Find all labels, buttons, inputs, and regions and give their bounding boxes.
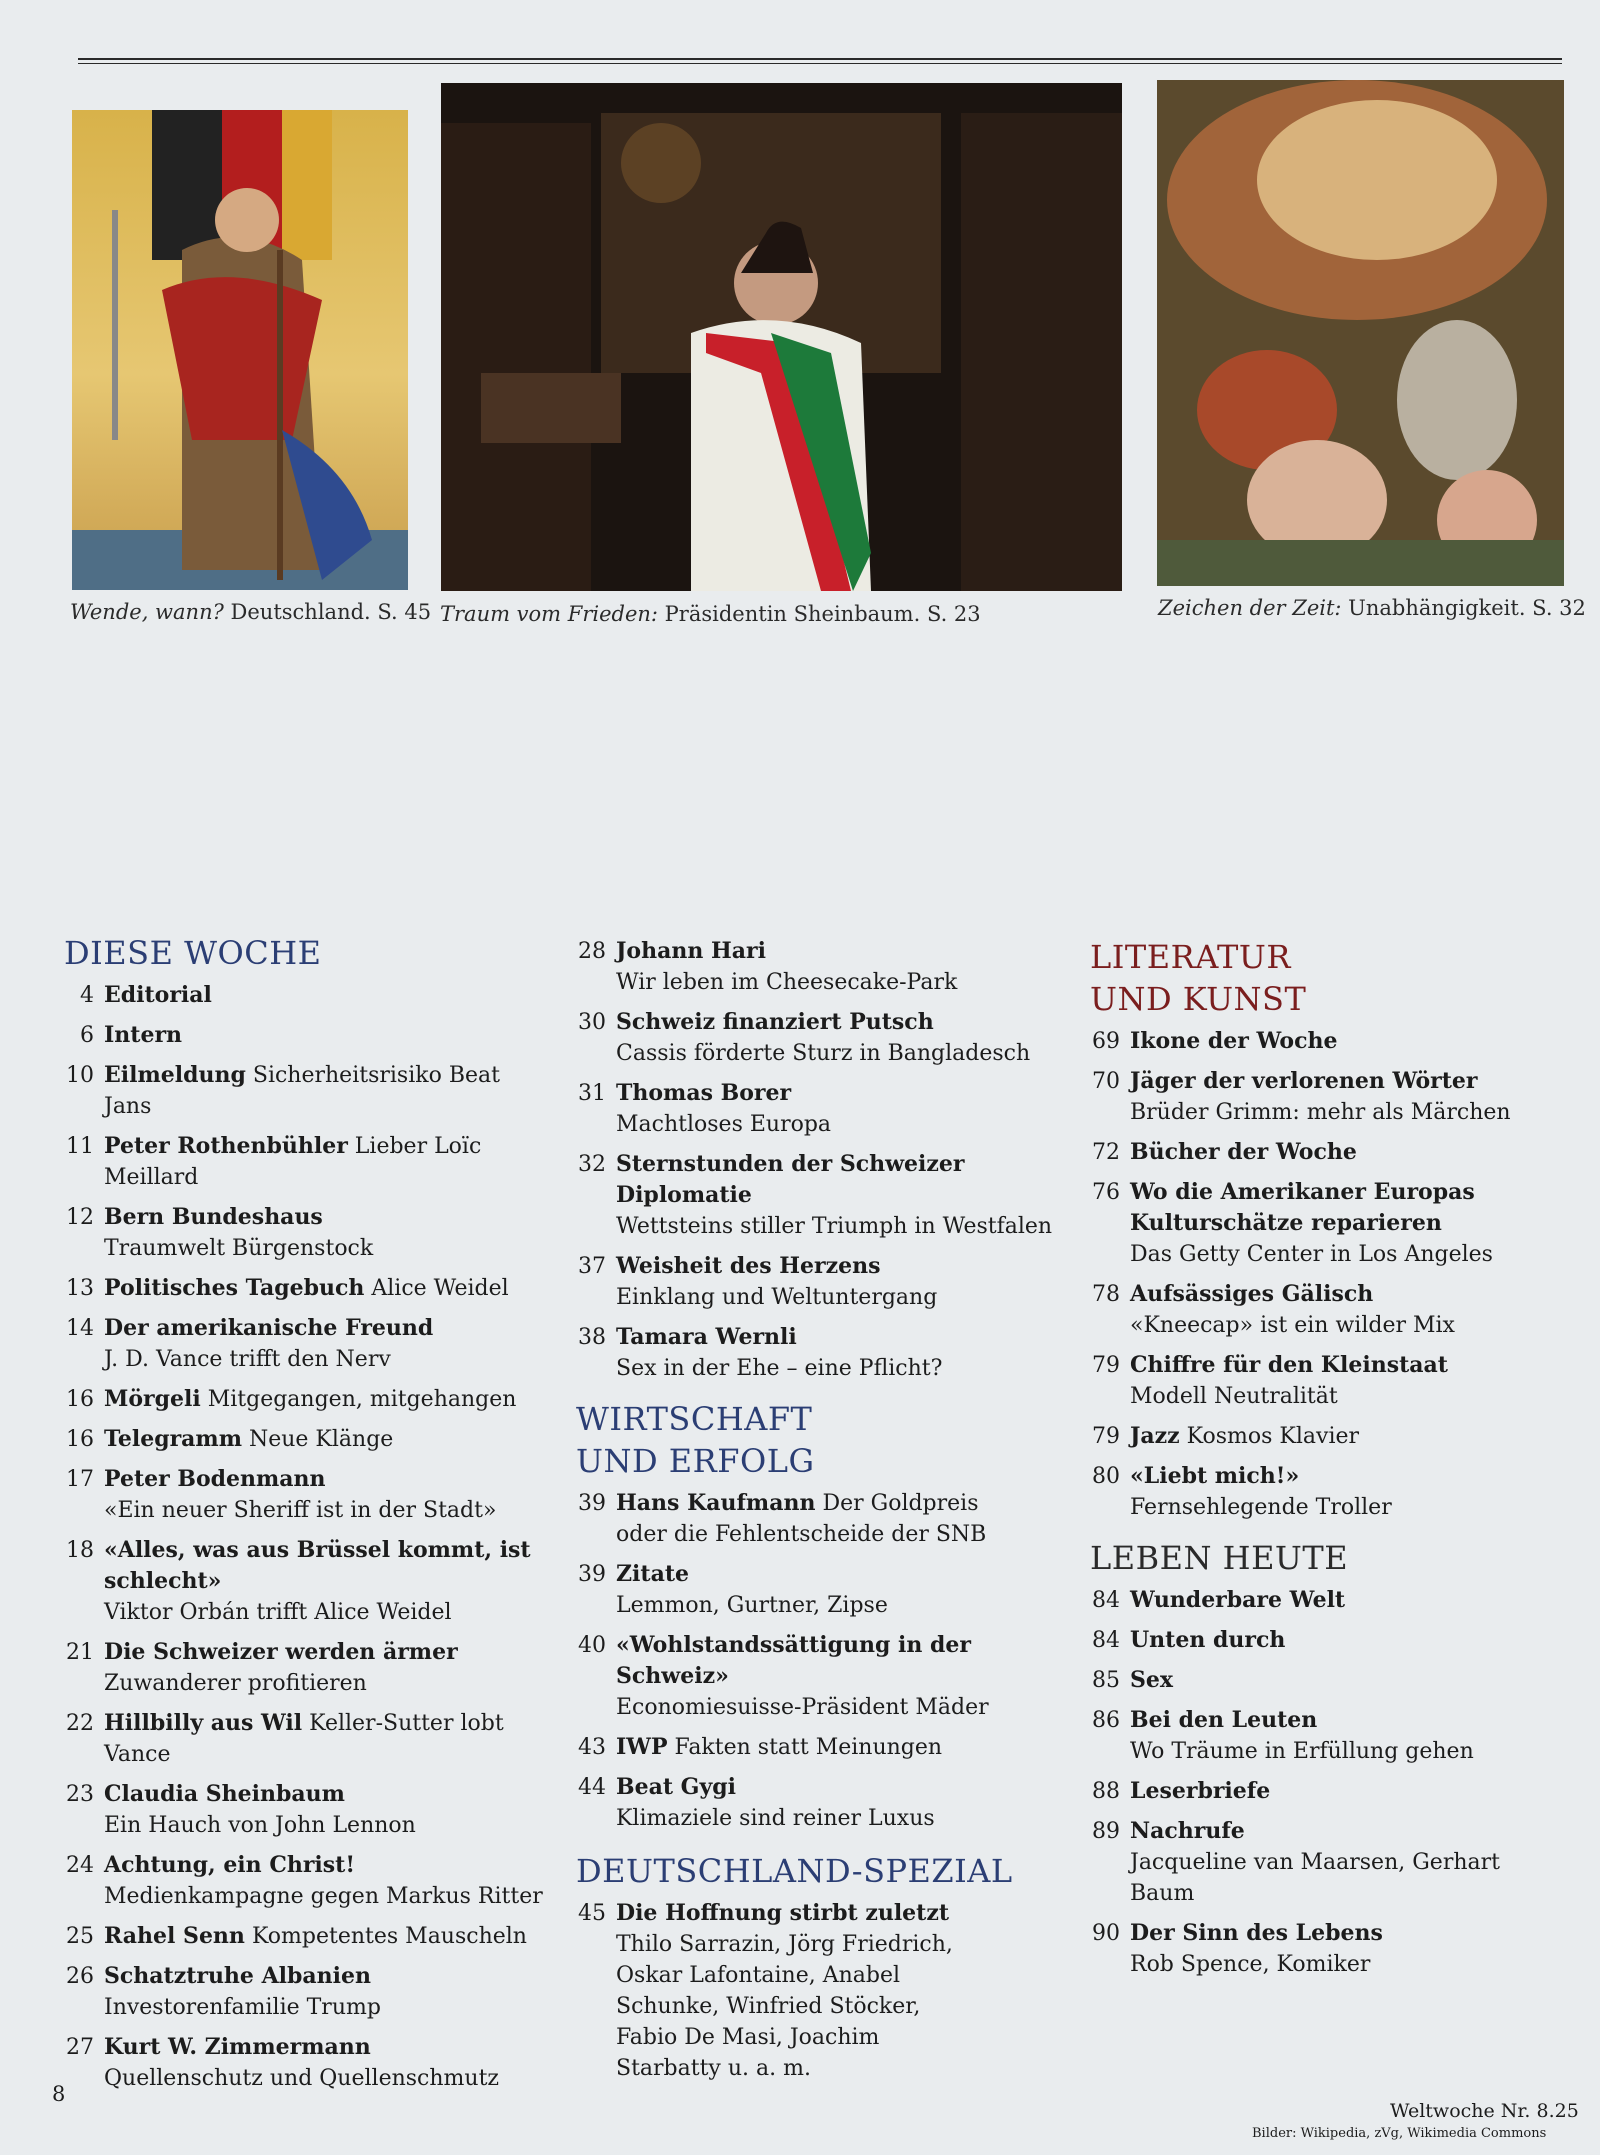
toc-entry-title: Die Schweizer werden ärmer: [104, 1639, 458, 1665]
page-ref: 28: [578, 939, 606, 964]
toc-entry: [1090, 1279, 1540, 1341]
toc-entry-subtitle: Sex in der Ehe – eine Pflicht?: [616, 1356, 943, 1381]
page-ref: 27: [66, 2035, 94, 2060]
toc-entry-subtitle: Ein Hauch von John Lennon: [104, 1813, 416, 1838]
photo-baroque: [1157, 80, 1564, 586]
page-ref: 80: [1092, 1464, 1120, 1489]
toc-entry: [64, 1273, 544, 1304]
page-ref: 79: [1092, 1424, 1120, 1449]
toc-entry-subtitle: «Kneecap» ist ein wilder Mix: [1130, 1313, 1455, 1338]
page-number: 8: [52, 2082, 66, 2106]
page-ref: 38: [578, 1325, 606, 1350]
toc-entry: [1090, 1918, 1560, 1980]
photo-sheinbaum: [441, 83, 1122, 591]
caption-sheinbaum: Traum vom Frieden: Präsidentin Sheinbaum. S. 23: [440, 602, 981, 626]
toc-entry-text: [616, 1488, 1006, 1550]
page-ref: 21: [66, 1640, 94, 1665]
toc-entry: [576, 1772, 1006, 1834]
toc-entry-subtitle: Klimaziele sind reiner Luxus: [616, 1806, 935, 1831]
toc-entry: [64, 1020, 544, 1051]
toc-entry-title: «Liebt mich!»: [1130, 1463, 1300, 1489]
toc-entry-title: Hillbilly aus Wil: [104, 1710, 303, 1736]
toc-entry-subtitle: Das Getty Center in Los Angeles: [1130, 1242, 1493, 1267]
toc-entry-subtitle: J. D. Vance trifft den Nerv: [104, 1347, 391, 1372]
toc-entry: [64, 2032, 544, 2094]
toc-entry-title: Der amerikanische Freund: [104, 1315, 434, 1341]
toc-entry: [64, 1921, 544, 1952]
toc-entry: [576, 1149, 1066, 1242]
toc-entry-title: Peter Bodenmann: [104, 1466, 326, 1492]
toc-entry-text: [616, 1251, 1066, 1313]
page-ref: 6: [80, 1023, 94, 1048]
toc-entry-text: [616, 1007, 1066, 1069]
page-ref: 30: [578, 1010, 606, 1035]
toc-entry-text: [104, 1202, 544, 1264]
toc-entry-text: [616, 1559, 1006, 1621]
toc-entry-text: [1130, 1461, 1540, 1523]
toc-entry-text: [104, 1921, 544, 1952]
page-ref: 39: [578, 1491, 606, 1516]
toc-entry-title: Beat Gygi: [616, 1774, 736, 1800]
toc-entry-subtitle: Der Goldpreis oder die Fehlentscheide der SNB: [616, 1491, 987, 1547]
section-title-wirtschaft: WIRTSCHAFT UND ERFOLG: [576, 1400, 815, 1480]
toc-entry: [1090, 1066, 1540, 1128]
toc-entry-subtitle: Brüder Grimm: mehr als Märchen: [1130, 1100, 1511, 1125]
toc-entry-subtitle: Quellenschutz und Quellenschmutz: [104, 2066, 500, 2091]
toc-entry-text: [616, 1732, 1006, 1763]
toc-entry-title: Eilmeldung: [104, 1062, 246, 1088]
toc-entry-title: «Alles, was aus Brüssel kommt, ist schlecht»: [104, 1537, 531, 1594]
toc-entry-title: Telegramm: [104, 1426, 242, 1452]
toc-entry-subtitle: Alice Weidel: [371, 1276, 509, 1301]
toc-entry: [64, 1464, 544, 1526]
toc-entry: [64, 1060, 544, 1122]
page-ref: 45: [578, 1901, 606, 1926]
toc-entry-subtitle: Neue Klänge: [248, 1427, 394, 1452]
toc-entry-text: [104, 1424, 544, 1455]
toc-entry-title: Bern Bundeshaus: [104, 1204, 323, 1230]
section-title-leben-heute: LEBEN HEUTE: [1090, 1539, 1349, 1577]
toc-entry: [64, 1637, 544, 1699]
toc-entry-text: [1130, 1705, 1560, 1767]
toc-entry-title: Politisches Tagebuch: [104, 1275, 365, 1301]
toc-entry: [576, 1630, 1006, 1723]
toc-entry-title: Intern: [104, 1022, 183, 1048]
toc-entry: [64, 1779, 544, 1841]
page-ref: 79: [1092, 1353, 1120, 1378]
page-ref: 16: [66, 1387, 94, 1412]
toc-entry-text: [1130, 1066, 1540, 1128]
caption-baroque: Zeichen der Zeit: Unabhängigkeit. S. 32: [1158, 596, 1586, 620]
page-ref: 85: [1092, 1668, 1120, 1693]
page-ref: 16: [66, 1427, 94, 1452]
toc-entry: [576, 1898, 976, 2084]
toc-entry-title: Chiffre für den Kleinstaat: [1130, 1352, 1448, 1378]
toc-entry-subtitle: Lemmon, Gurtner, Zipse: [616, 1593, 888, 1618]
page-ref: 86: [1092, 1708, 1120, 1733]
toc-entry-title: Jäger der verlorenen Wörter: [1130, 1068, 1478, 1094]
toc-entry: [576, 1078, 1066, 1140]
toc-entry-subtitle: Wettsteins stiller Triumph in Westfalen: [616, 1214, 1053, 1239]
toc-entry: [576, 1007, 1066, 1069]
issue-label: Weltwoche Nr. 8.25: [1390, 2100, 1579, 2122]
toc-entry-title: Hans Kaufmann: [616, 1490, 816, 1516]
toc-entry: [64, 1202, 544, 1264]
toc-entry-text: [104, 2032, 544, 2094]
page-ref: 69: [1092, 1029, 1120, 1054]
toc-entry-text: [1130, 1279, 1540, 1341]
toc-entry-text: [104, 1961, 544, 2023]
toc-entry-text: [1130, 1177, 1540, 1270]
toc-entry-subtitle: Modell Neutralität: [1130, 1384, 1338, 1409]
toc-entry-subtitle: Rob Spence, Komiker: [1130, 1952, 1371, 1977]
toc-entry-subtitle: Viktor Orbán trifft Alice Weidel: [104, 1600, 452, 1625]
page-ref: 12: [66, 1205, 94, 1230]
toc-entry: [1090, 1665, 1560, 1696]
toc-entry-title: Schatztruhe Albanien: [104, 1963, 371, 1989]
toc-entry: [1090, 1461, 1540, 1523]
toc-entry: [1090, 1585, 1560, 1616]
toc-entry-title: Mörgeli: [104, 1386, 201, 1412]
toc-entry-subtitle: Cassis förderte Sturz in Bangladesch: [616, 1041, 1031, 1066]
toc-entry: [64, 1961, 544, 2023]
page-ref: 18: [66, 1538, 94, 1563]
toc-entry-title: Claudia Sheinbaum: [104, 1781, 345, 1807]
toc-entry-text: [1130, 1665, 1560, 1696]
toc-entry-title: Aufsässiges Gälisch: [1130, 1281, 1374, 1307]
toc-entry: [64, 1131, 544, 1193]
toc-entry: [64, 1424, 544, 1455]
toc-entry-subtitle: Wir leben im Cheesecake-Park: [616, 970, 958, 995]
page-ref: 26: [66, 1964, 94, 1989]
page-ref: 24: [66, 1853, 94, 1878]
toc-entry: [64, 1384, 544, 1415]
top-rule: [78, 58, 1562, 60]
toc-entry-subtitle: Sicherheitsrisiko Beat Jans: [104, 1063, 500, 1119]
caption-germania: Wende, wann? Deutschland. S. 45: [70, 600, 432, 624]
toc-entry: [1090, 1421, 1540, 1452]
page-ref: 84: [1092, 1628, 1120, 1653]
toc-entry-text: [616, 1322, 1066, 1384]
section-title-deutschland: DEUTSCHLAND-SPEZIAL: [576, 1852, 1013, 1890]
toc-column-3: [1090, 936, 1580, 1989]
toc-entry-title: Nachrufe: [1130, 1818, 1245, 1844]
page-ref: 11: [66, 1134, 94, 1159]
toc-entry: [64, 1708, 544, 1770]
page-ref: 72: [1092, 1140, 1120, 1165]
toc-entry: [576, 1559, 1006, 1621]
toc-entry: [576, 936, 1066, 998]
page-ref: 78: [1092, 1282, 1120, 1307]
toc-entry-title: Wunderbare Welt: [1130, 1587, 1346, 1613]
toc-entry-text: [104, 1708, 544, 1770]
toc-entry-subtitle: Traumwelt Bürgenstock: [104, 1236, 374, 1261]
toc-entry-text: [104, 1637, 544, 1699]
page-ref: 76: [1092, 1180, 1120, 1205]
page-ref: 88: [1092, 1779, 1120, 1804]
toc-entry-title: Zitate: [616, 1561, 689, 1587]
image-credits: Bilder: Wikipedia, zVg, Wikimedia Commons: [1252, 2126, 1547, 2141]
toc-entry-title: Peter Rothenbühler: [104, 1133, 348, 1159]
toc-entry-title: Sternstunden der Schweizer Diplomatie: [616, 1151, 965, 1208]
page-ref: 40: [578, 1633, 606, 1658]
toc-entry: [576, 1732, 1006, 1763]
toc-entry-subtitle: Lieber Loïc Meillard: [104, 1134, 482, 1190]
toc-entry-title: Unten durch: [1130, 1627, 1286, 1653]
toc-entry-title: Sex: [1130, 1667, 1174, 1693]
toc-entry-subtitle: Machtloses Europa: [616, 1112, 832, 1137]
toc-entry: [64, 1535, 544, 1628]
toc-entry-subtitle: Medienkampagne gegen Markus Ritter: [104, 1884, 543, 1909]
toc-entry-subtitle: Kompetentes Mauscheln: [251, 1924, 527, 1949]
toc-entry-text: [104, 1464, 544, 1526]
toc-entry: [64, 1313, 544, 1375]
toc-entry-subtitle: Wo Träume in Erfüllung gehen: [1130, 1739, 1474, 1764]
toc-entry: [1090, 1177, 1540, 1270]
toc-entry-title: Schweiz finanziert Putsch: [616, 1009, 934, 1035]
toc-entry-subtitle: Keller-Sutter lobt Vance: [104, 1711, 504, 1767]
section-title-diese-woche: DIESE WOCHE: [64, 934, 322, 972]
page-ref: 32: [578, 1152, 606, 1177]
toc-entry-subtitle: Mitgegangen, mitgehangen: [207, 1387, 517, 1412]
toc-entry: [1090, 1350, 1540, 1412]
top-rule-thin: [78, 63, 1562, 64]
toc-entry-title: Leserbriefe: [1130, 1778, 1271, 1804]
toc-entry-title: Tamara Wernli: [616, 1324, 797, 1350]
page-ref: 22: [66, 1711, 94, 1736]
toc-entry-text: [1130, 1350, 1540, 1412]
toc-entry-title: Bücher der Woche: [1130, 1139, 1357, 1165]
toc-entry-subtitle: Fernsehlegende Troller: [1130, 1495, 1392, 1520]
toc-entry-text: [1130, 1918, 1560, 1980]
toc-entry-text: [104, 1384, 544, 1415]
toc-entry-text: [104, 1273, 544, 1304]
toc-entry-text: [616, 1630, 1006, 1723]
toc-entry: [64, 1850, 544, 1912]
page-ref: 90: [1092, 1921, 1120, 1946]
toc-entry-text: [1130, 1026, 1540, 1057]
toc-entry-title: Kurt W. Zimmermann: [104, 2034, 371, 2060]
toc-entry-subtitle: Investorenfamilie Trump: [104, 1995, 381, 2020]
section-title-literatur: LITERATUR UND KUNST: [1090, 938, 1307, 1018]
toc-entry-title: Weisheit des Herzens: [616, 1253, 881, 1279]
toc-entry: [576, 1251, 1066, 1313]
toc-entry-text: [104, 1020, 544, 1051]
page-ref: 43: [578, 1735, 606, 1760]
toc-entry: [576, 1322, 1066, 1384]
page-ref: 31: [578, 1081, 606, 1106]
photo-germania: [72, 110, 408, 590]
toc-entry-subtitle: Zuwanderer profitieren: [104, 1671, 367, 1696]
toc-entry-text: [104, 1779, 544, 1841]
toc-entry-title: Rahel Senn: [104, 1923, 245, 1949]
toc-entry-title: Editorial: [104, 982, 212, 1008]
toc-entry-title: Thomas Borer: [616, 1080, 792, 1106]
toc-entry-title: Achtung, ein Christ!: [104, 1852, 355, 1878]
toc-entry-title: Bei den Leuten: [1130, 1707, 1318, 1733]
toc-entry-text: [104, 1313, 544, 1375]
page-ref: 84: [1092, 1588, 1120, 1613]
toc-entry-text: [616, 1898, 976, 2084]
toc-entry-subtitle: Economiesuisse-Präsident Mäder: [616, 1695, 989, 1720]
toc-entry: [576, 1488, 1006, 1550]
page-ref: 13: [66, 1276, 94, 1301]
toc-entry-text: [104, 1060, 544, 1122]
page-ref: 23: [66, 1782, 94, 1807]
toc-entry-title: IWP: [616, 1734, 668, 1760]
toc-entry: [64, 980, 544, 1011]
page-ref: 37: [578, 1254, 606, 1279]
toc-entry-subtitle: «Ein neuer Sheriff ist in der Stadt»: [104, 1498, 497, 1523]
toc-entry-text: [616, 1772, 1006, 1834]
page-ref: 70: [1092, 1069, 1120, 1094]
page-ref: 25: [66, 1924, 94, 1949]
toc-entry-title: Der Sinn des Lebens: [1130, 1920, 1383, 1946]
toc-entry-subtitle: Einklang und Weltuntergang: [616, 1285, 938, 1310]
toc-entry-title: Wo die Amerikaner Europas Kulturschätze reparieren: [1130, 1179, 1475, 1236]
page-ref: 14: [66, 1316, 94, 1341]
toc-entry: [1090, 1625, 1560, 1656]
toc-column-2: [576, 936, 1076, 2093]
toc-entry-subtitle: Kosmos Klavier: [1186, 1424, 1360, 1449]
toc-entry-text: [1130, 1585, 1560, 1616]
toc-entry-text: [1130, 1625, 1560, 1656]
toc-entry: [1090, 1776, 1560, 1807]
toc-entry: [1090, 1137, 1540, 1168]
page-ref: 89: [1092, 1819, 1120, 1844]
page-ref: 39: [578, 1562, 606, 1587]
toc-entry-text: [616, 936, 1066, 998]
toc-entry-subtitle: Fakten statt Meinungen: [674, 1735, 943, 1760]
toc-entry-text: [104, 1850, 544, 1912]
toc-entry-text: [1130, 1137, 1540, 1168]
toc-entry-title: Ikone der Woche: [1130, 1028, 1338, 1054]
toc-entry-text: [1130, 1421, 1540, 1452]
page-ref: 4: [80, 983, 94, 1008]
toc-entry: [1090, 1816, 1560, 1909]
page-ref: 44: [578, 1775, 606, 1800]
toc-entry-title: Johann Hari: [616, 938, 766, 964]
toc-entry-subtitle: Thilo Sarrazin, Jörg Friedrich, Oskar Lafontaine, Anabel Schunke, Winfried Stöcker, Fabio De Masi, Joachim Starbatty u. a. m.: [616, 1932, 953, 2081]
page-ref: 17: [66, 1467, 94, 1492]
page-ref: 10: [66, 1063, 94, 1088]
toc-entry-title: Jazz: [1130, 1423, 1180, 1449]
toc-entry: [1090, 1705, 1560, 1767]
toc-entry-text: [104, 980, 544, 1011]
toc-entry-text: [616, 1149, 1066, 1242]
toc-column-1: [64, 932, 564, 2103]
toc-entry-text: [104, 1535, 544, 1628]
toc-entry-text: [1130, 1816, 1560, 1909]
toc-entry-title: «Wohlstandssättigung in der Schweiz»: [616, 1632, 971, 1689]
toc-entry-subtitle: Jacqueline van Maarsen, Gerhart Baum: [1130, 1850, 1500, 1906]
toc-entry-title: Die Hoffnung stirbt zuletzt: [616, 1900, 949, 1926]
toc-entry: [1090, 1026, 1540, 1057]
toc-entry-text: [1130, 1776, 1560, 1807]
toc-entry-text: [104, 1131, 544, 1193]
toc-entry-text: [616, 1078, 1066, 1140]
